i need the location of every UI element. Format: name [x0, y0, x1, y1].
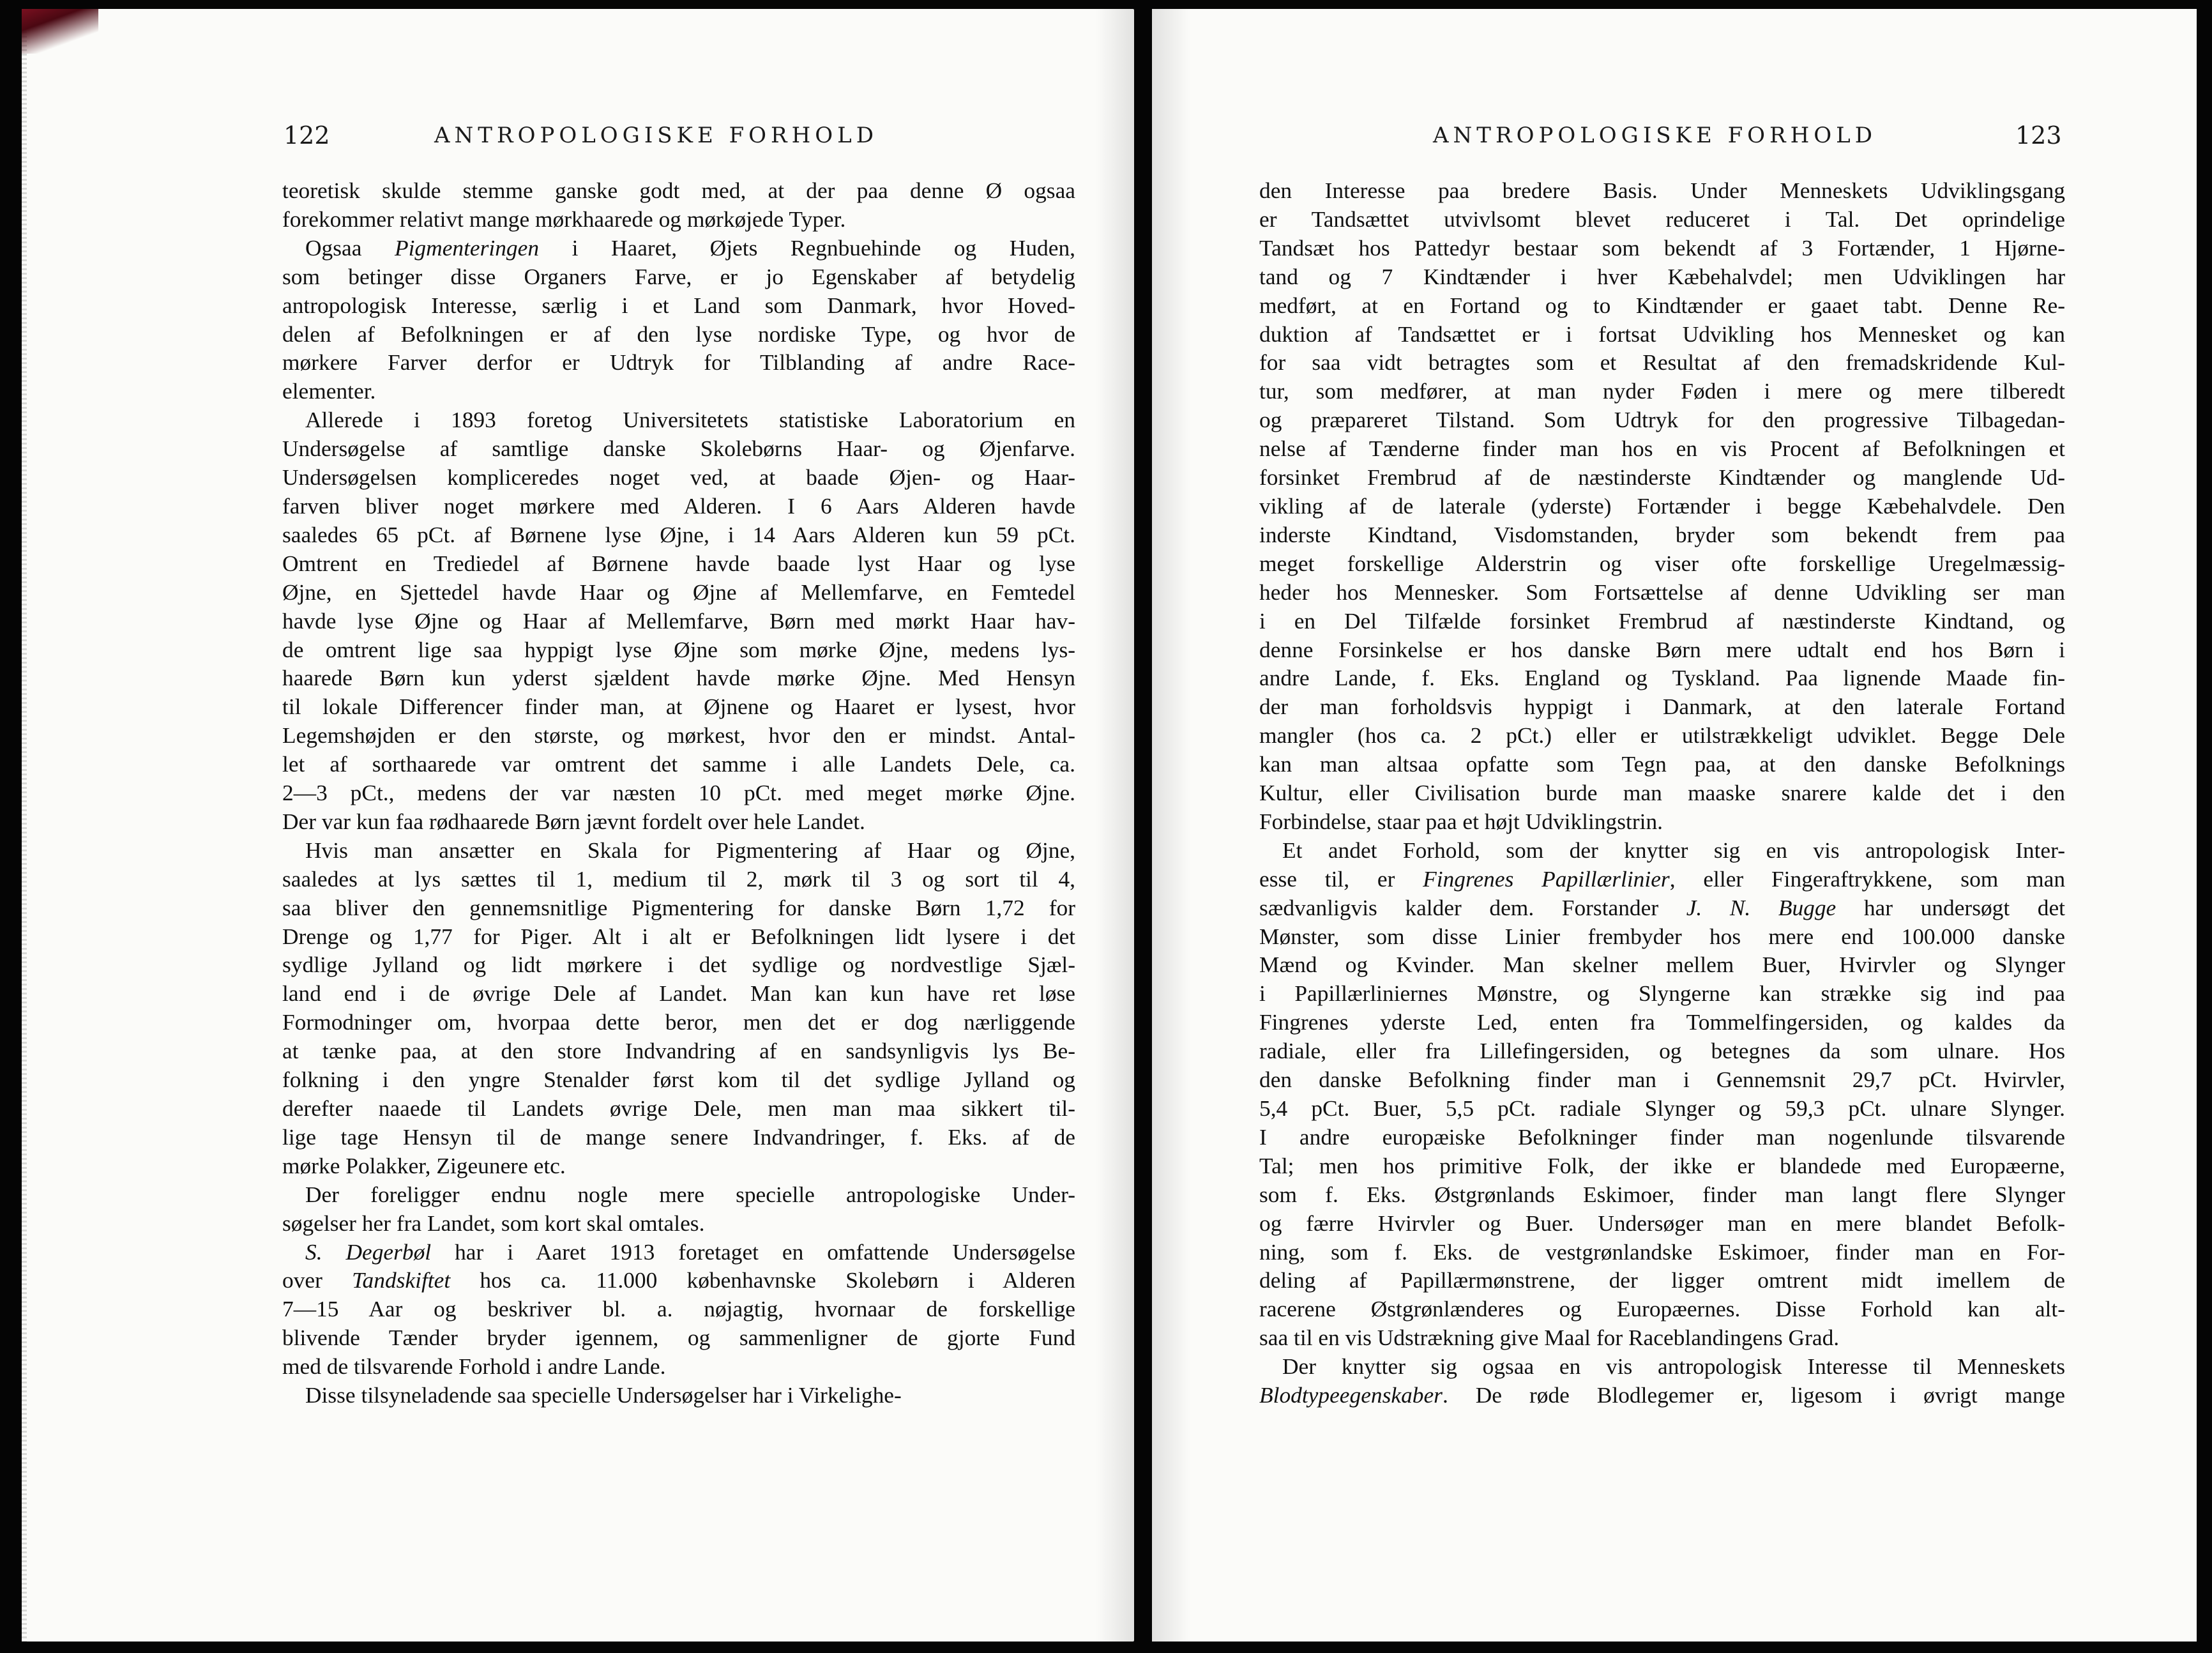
text-line: mangler (hos ca. 2 pCt.) eller er utilstrækkeligt udviklet. Begge Dele [1259, 722, 2065, 749]
text-line: vikling af de laterale (yderste) Fortænder i begge Kæbehalvdele. Den [1259, 492, 2065, 519]
text-line: S. Degerbøl har i Aaret 1913 foretaget en omfattende Undersøgelse [305, 1238, 1075, 1265]
gutter-shadow [1096, 9, 1134, 1642]
text-line: i en Del Tilfælde forsinket Frembrud af næstinderste Kindtand, og [1259, 607, 2065, 634]
text-line: Disse tilsyneladende saa specielle Undersøgelser har i Virkelighe- [305, 1382, 902, 1408]
text-line: og præpareret Tilstand. Som Udtryk for den progressive Tilbagedan- [1259, 407, 2065, 433]
text-line: er Tandsættet utvivlsomt blevet reduceret i Tal. Det oprindelige [1259, 206, 2065, 232]
body-text [282, 176, 1075, 1410]
text-line: Tal; men hos primitive Folk, der ikke er blandede med Europæerne, [1259, 1152, 2065, 1178]
text-line: lige tage Hensyn til de mange senere Indvandringer, f. Eks. af de [282, 1124, 1075, 1150]
text-line: Fingrenes yderste Led, enten fra Tommelfingersiden, og kaldes da [1259, 1009, 2065, 1035]
text-line: denne Forsinkelse er hos danske Børn mere udtalt end hos Børn i [1259, 636, 2065, 662]
text-line: Ogsaa Pigmenteringen i Haaret, Øjets Regnbuehinde og Huden, [305, 234, 1075, 261]
text-line: inderste Kindtand, Visdomstanden, bryder som bekendt frem paa [1259, 521, 2065, 547]
text-line: tur, som medfører, at man nyder Føden i mere og mere tilberedt [1259, 378, 2065, 404]
text-line: over Tandskiftet hos ca. 11.000 københavnske Skolebørn i Alderen [282, 1267, 1076, 1293]
text-line: tand og 7 Kindtænder i hver Kæbehalvdel; men Udviklingen har [1259, 263, 2065, 289]
text-line: saaledes at lys sættes til 1, medium til 2, mørk til 3 og sort til 4, [282, 865, 1075, 892]
text-line: sydlige Jylland og lidt mørkere i det sydlige og nordvestlige Sjæl- [282, 952, 1075, 978]
text-line: medført, at en Fortand og to Kindtænder er gaaet tabt. Denne Re- [1259, 292, 2065, 318]
text-line: heder hos Mennesker. Som Fortsættelse af denne Udvikling ser man [1259, 579, 2065, 605]
text-line: at tænke paa, at den store Indvandring af en sandsynligvis lys Be- [282, 1038, 1075, 1064]
text-line: andre Lande, f. Eks. England og Tyskland. Paa lignende Maade fin- [1259, 665, 2065, 691]
text-line: blivende Tænder bryder igennem, og sammenligner de gjorte Fund [282, 1325, 1075, 1351]
text-line: Allerede i 1893 foretog Universitetets statistiske Laboratorium en [305, 407, 1075, 433]
text-line: I andre europæiske Befolkninger finder man nogenlunde tilsvarende [1259, 1124, 2065, 1150]
text-line: Tandsæt hos Pattedyr bestaar som bekendt af 3 Fortænder, 1 Hjørne- [1259, 234, 2065, 261]
text-line: der man forholdsvis hyppigt i Danmark, at den laterale Fortand [1259, 694, 2065, 720]
text-line: nelse af Tænderne finder man hos en vis Procent af Befolkningen et [1259, 436, 2065, 462]
text-line: den Interesse paa bredere Basis. Under Menneskets Udviklingsgang [1259, 178, 2065, 203]
text-line: farven bliver noget mørkere med Alderen. I 6 Aars Alderen havde [282, 492, 1075, 519]
body-text [1259, 176, 2065, 1410]
text-line: Mønster, som disse Linier frembyder hos mere end 100.000 danske [1259, 923, 2065, 949]
text-line: Formodninger om, hvorpaa dette beror, men det er dog nærliggende [282, 1009, 1075, 1035]
text-line: Et andet Forhold, som der knytter sig en vis antropologisk Inter- [1282, 837, 2065, 863]
text-line: mørkere Farver derfor er Udtryk for Tilblanding af andre Race- [282, 349, 1075, 376]
text-line: 2—3 pCt., medens der var næsten 10 pCt. med meget mørke Øjne. [282, 780, 1075, 806]
text-line: delen af Befolkningen er af den lyse nordiske Type, og hvor de [282, 321, 1075, 347]
text-line: til lokale Differencer finder man, at Øjnene og Haaret er lysest, hvor [282, 694, 1075, 720]
text-line: teoretisk skulde stemme ganske godt med, at der paa denne Ø ogsaa [282, 178, 1075, 203]
text-line: Omtrent en Trediedel af Børnene havde baade lyst Haar og lyse [282, 550, 1075, 576]
text-line: forsinket Frembrud af de næstinderste Kindtænder og manglende Ud- [1259, 464, 2065, 491]
text-line: søgelser her fra Landet, som kort skal omtales. [282, 1210, 705, 1236]
text-line: for saa vidt betragtes som et Resultat af den fremadskridende Kul- [1259, 349, 2065, 376]
text-line: Drenge og 1,77 for Piger. Alt i alt er Befolkningen lidt lysere i det [282, 923, 1075, 949]
text-line: antropologisk Interesse, særlig i et Land som Danmark, hvor Hoved- [282, 292, 1075, 318]
text-line: i Papillærliniernes Mønstre, og Slyngerne kan strække sig ind paa [1259, 980, 2065, 1007]
text-line: den danske Befolkning finder man i Gennemsnit 29,7 pCt. Hvirvler, [1259, 1067, 2065, 1093]
running-head: ANTROPOLOGISKE FORHOLD [1433, 123, 1877, 148]
text-line: Blodtypeegenskaber. De røde Blodlegemer er, ligesom i øvrigt mange [1259, 1382, 2065, 1408]
text-line: Forbindelse, staar paa et højt Udviklingstrin. [1259, 808, 1663, 834]
text-line: Kultur, eller Civilisation burde man maaske snarere kalde det i den [1259, 780, 2065, 806]
text-line: Øjne, en Sjettedel havde Haar og Øjne af Mellemfarve, en Femtedel [282, 579, 1075, 605]
text-line: duktion af Tandsættet er i fortsat Udvikling hos Mennesket og kan [1259, 321, 2065, 347]
text-line: haarede Børn kun yderst sjældent havde mørke Øjne. Med Hensyn [282, 665, 1075, 691]
right-page [1152, 9, 2197, 1642]
text-line: Undersøgelse af samtlige danske Skolebørns Haar- og Øjenfarve. [282, 436, 1075, 462]
text-line: saa bliver den gennemsnitlige Pigmentering for danske Børn 1,72 for [282, 894, 1075, 920]
text-line: derefter naaede til Landets øvrige Dele, men man maa sikkert til- [282, 1095, 1075, 1121]
text-line: mørke Polakker, Zigeunere etc. [282, 1152, 566, 1178]
corner-stain [22, 9, 98, 54]
gutter-shadow [1152, 9, 1190, 1642]
text-line: elementer. [282, 378, 376, 404]
text-line: ning, som f. Eks. de vestgrønlandske Eskimoer, finder man en For- [1259, 1238, 2065, 1265]
text-line: havde lyse Øjne og Haar af Mellemfarve, Børn med mørkt Haar hav- [282, 607, 1075, 634]
text-line: Der var kun faa rødhaarede Børn jævnt fordelt over hele Landet. [282, 808, 865, 834]
text-line: meget forskellige Alderstrin og viser ofte forskellige Uregelmæssig- [1259, 550, 2065, 576]
text-line: saa til en vis Udstrækning give Maal for Raceblandingens Grad. [1259, 1325, 1840, 1351]
text-line: forekommer relativt mange mørkhaarede og mørkøjede Typer. [282, 206, 846, 232]
text-line: Hvis man ansætter en Skala for Pigmentering af Haar og Øjne, [305, 837, 1075, 863]
text-line: let af sorthaarede var omtrent det samme i alle Landets Dele, ca. [282, 751, 1075, 777]
text-line: Der foreligger endnu nogle mere specielle antropologiske Under- [305, 1181, 1075, 1207]
text-line: de omtrent lige saa hyppigt lyse Øjne som mørke Øjne, medens lys- [282, 636, 1075, 662]
text-line: Undersøgelsen kompliceredes noget ved, at baade Øjen- og Haar- [282, 464, 1075, 491]
left-page [22, 9, 1134, 1642]
text-line: 5,4 pCt. Buer, 5,5 pCt. radiale Slynger og 59,3 pCt. ulnare Slynger. [1259, 1095, 2065, 1121]
text-line: esse til, er Fingrenes Papillærlinier, eller Fingeraftrykkene, som man [1259, 865, 2066, 892]
text-line: land end i de øvrige Dele af Landet. Man kan kun have ret løse [282, 980, 1075, 1007]
running-head: ANTROPOLOGISKE FORHOLD [434, 123, 878, 148]
text-line: sædvanligvis kalder dem. Forstander J. N. Bugge har undersøgt det [1259, 894, 2066, 920]
text-line: racerene Østgrønlænderes og Europæernes. Disse Forhold kan alt- [1259, 1296, 2065, 1322]
text-line: og færre Hvirvler og Buer. Undersøger man en mere blandet Befolk- [1259, 1210, 2065, 1236]
text-line: Der knytter sig ogsaa en vis antropologisk Interesse til Menneskets [1282, 1353, 2065, 1380]
page-number: 122 [284, 121, 330, 149]
text-line: med de tilsvarende Forhold i andre Lande. [282, 1353, 666, 1380]
text-line: Legemshøjden er den største, og mørkest, hvor den er mindst. Antal- [282, 722, 1075, 749]
page-edge-marks [22, 9, 27, 1642]
text-line: deling af Papillærmønstrene, der ligger omtrent midt imellem de [1259, 1267, 2065, 1293]
page-number: 123 [2015, 121, 2062, 149]
text-line: folkning i den yngre Stenalder først kom til det sydlige Jylland og [282, 1067, 1075, 1093]
text-line: radiale, eller fra Lillefingersiden, og betegnes da som ulnare. Hos [1259, 1038, 2065, 1064]
text-line: som f. Eks. Østgrønlands Eskimoer, finder man langt flere Slynger [1259, 1181, 2065, 1207]
text-line: kan man altsaa opfatte som Tegn paa, at den danske Befolknings [1259, 751, 2065, 777]
text-line: som betinger disse Organers Farve, er jo Egenskaber af betydelig [282, 263, 1075, 289]
text-line: saaledes 65 pCt. af Børnene lyse Øjne, i 14 Aars Alderen kun 59 pCt. [282, 521, 1075, 547]
text-line: 7—15 Aar og beskriver bl. a. nøjagtig, hvornaar de forskellige [282, 1296, 1075, 1322]
text-line: Mænd og Kvinder. Man skelner mellem Buer, Hvirvler og Slynger [1259, 952, 2065, 978]
